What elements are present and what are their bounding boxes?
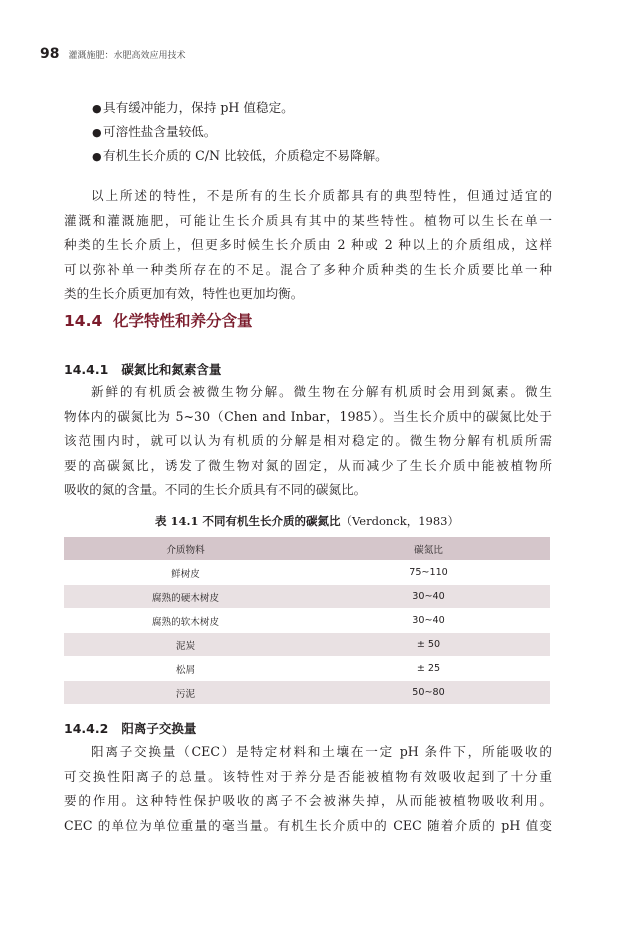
paragraph-line: 种类的生长介质上，但更多时候生长介质由 2 种或 2 种以上的介质组成，这样 xyxy=(64,237,552,252)
section-heading xyxy=(64,309,253,331)
table-row xyxy=(64,561,550,585)
section-number: 14.4 xyxy=(64,312,103,330)
paragraph-line: 吸收的氮的含量。不同的生长介质具有不同的碳氮比。 xyxy=(64,482,367,497)
table-cell-material: 鲜树皮 xyxy=(64,561,307,585)
paragraph-cec xyxy=(64,740,552,838)
paragraph-cn-ratio xyxy=(64,380,552,503)
subsection-heading-cec xyxy=(64,719,196,737)
running-head xyxy=(40,46,186,64)
table-cell-material: 泥炭 xyxy=(64,633,307,657)
paragraph-line: 新鲜的有机质会被微生物分解。微生物在分解有机质时会用到氮素。微生 xyxy=(91,384,552,399)
cn-ratio-table xyxy=(64,537,550,705)
table-row xyxy=(64,657,550,681)
bullet-dot-icon: ● xyxy=(92,126,102,139)
bullet-item: ●有机生长介质的 C/N 比较低，介质稳定不易降解。 xyxy=(92,144,562,168)
subsection-title: 碳氮比和氮素含量 xyxy=(121,362,222,377)
paragraph-line: CEC 的单位为单位重量的毫当量。有机生长介质中的 CEC 随着介质的 pH 值变 xyxy=(64,817,552,833)
table-cell-cn-ratio: ± 50 xyxy=(307,633,550,657)
table-cell-cn-ratio: 30~40 xyxy=(307,585,550,609)
table-header-row xyxy=(64,537,550,561)
bullet-item: ●可溶性盐含量较低。 xyxy=(92,120,562,144)
paragraph-line: 要的作用。这种特性保护吸收的离子不会被淋失掉，从而能被植物吸收利用。 xyxy=(64,793,552,808)
paragraph-line: 要的高碳氮比，诱发了微生物对氮的固定，从而减少了生长介质中能被植物所 xyxy=(64,457,552,473)
subsection-number: 14.4.2 xyxy=(64,721,109,736)
table-cell-material: 腐熟的软木树皮 xyxy=(64,609,307,633)
table-cell-material: 污泥 xyxy=(64,681,307,705)
table-cell-cn-ratio: ± 25 xyxy=(307,657,550,681)
property-bullet-list xyxy=(92,96,562,168)
table-row xyxy=(64,633,550,657)
paragraph-line: 可交换性阳离子的总量。该特性对于养分是否能被植物有效吸收起到了十分重 xyxy=(64,768,552,784)
table-cell-material: 腐熟的硬木树皮 xyxy=(64,585,307,609)
section-title: 化学特性和养分含量 xyxy=(113,312,253,330)
table-cell-material: 松屑 xyxy=(64,657,307,681)
table-cell-cn-ratio: 30~40 xyxy=(307,609,550,633)
table-row xyxy=(64,681,550,705)
paragraph-line: 灌溉和灌溉施肥，可能让生长介质具有其中的某些特性。植物可以生长在单一 xyxy=(64,212,552,228)
table-caption xyxy=(64,513,550,529)
table-header-cell: 介质物料 xyxy=(64,537,307,561)
paragraph-growth-media-properties xyxy=(64,184,552,307)
table-row xyxy=(64,609,550,633)
paragraph-line: 该范围内时，就可以认为有机质的分解是相对稳定的。微生物分解有机质所需 xyxy=(64,433,552,448)
subsection-title: 阳离子交换量 xyxy=(121,721,197,736)
subsection-heading-cn-ratio xyxy=(64,360,221,378)
paragraph-line: 类的生长介质更加有效，特性也更加均衡。 xyxy=(64,286,304,301)
table-header-cell: 碳氮比 xyxy=(307,537,550,561)
table-caption-title: 表 14.1 不同有机生长介质的碳氮比 xyxy=(155,514,341,528)
page-number: 98 xyxy=(40,46,60,62)
bullet-dot-icon: ● xyxy=(92,150,102,163)
paragraph-line: 可以弥补单一种类所存在的不足。混合了多种介质种类的生长介质要比单一种 xyxy=(64,261,552,277)
paragraph-line: 物体内的碳氮比为 5~30（Chen and Inbar，1985）。当生长介质中的碳氮比处于 xyxy=(64,408,552,424)
table-cell-cn-ratio: 50~80 xyxy=(307,681,550,705)
bullet-dot-icon: ● xyxy=(92,102,102,115)
book-title: 灌溉施肥：水肥高效应用技术 xyxy=(68,51,186,61)
paragraph-line: 以上所述的特性，不是所有的生长介质都具有的典型特性，但通过适宜的 xyxy=(91,188,552,203)
table-cell-cn-ratio: 75~110 xyxy=(307,561,550,585)
table-caption-citation: （Verdonck，1983） xyxy=(340,514,459,528)
table-row xyxy=(64,585,550,609)
bullet-item: ●具有缓冲能力，保持 pH 值稳定。 xyxy=(92,96,562,120)
paragraph-line: 阳离子交换量（CEC）是特定材料和土壤在一定 pH 条件下，所能吸收的 xyxy=(91,744,552,759)
subsection-number: 14.4.1 xyxy=(64,362,109,377)
